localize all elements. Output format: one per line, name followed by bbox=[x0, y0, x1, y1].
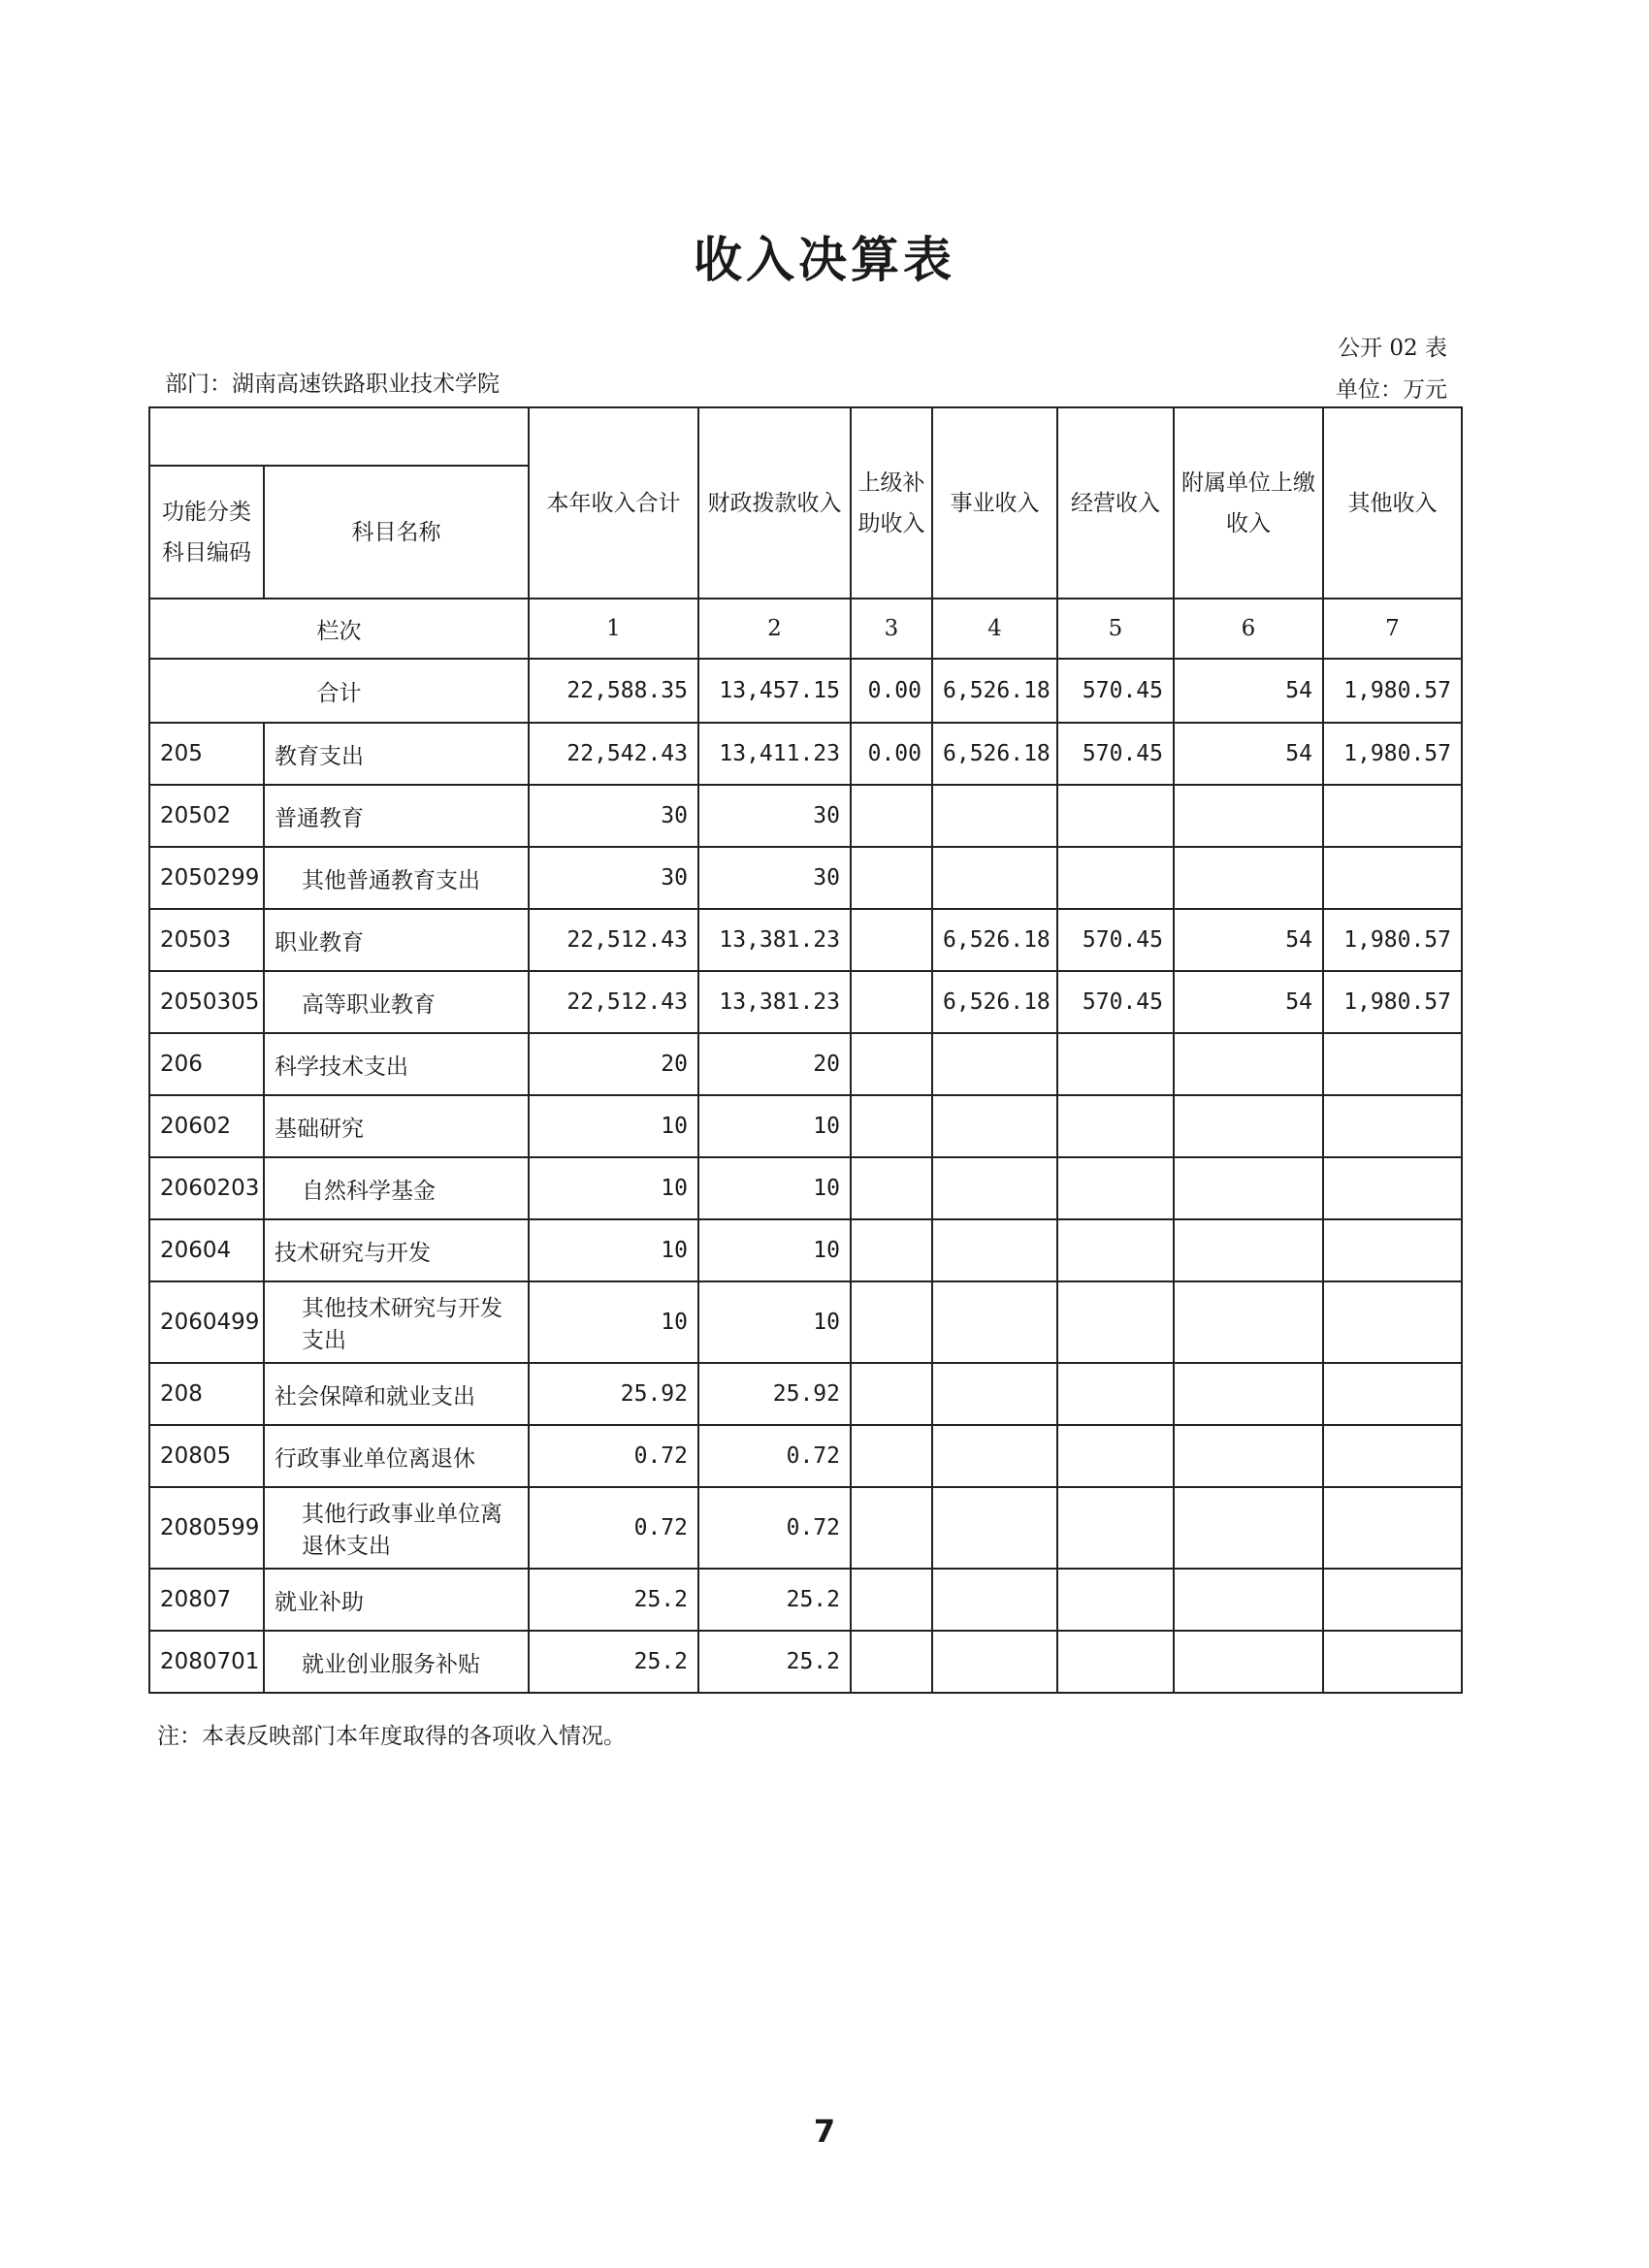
row-value: 25.2 bbox=[529, 1631, 698, 1693]
header-col-2: 财政拨款收入 bbox=[698, 407, 851, 599]
row-value bbox=[1323, 1363, 1462, 1425]
row-value: 30 bbox=[529, 785, 698, 847]
table-row bbox=[149, 1033, 1462, 1095]
row-name: 高等职业教育 bbox=[264, 971, 529, 1033]
row-name: 自然科学基金 bbox=[264, 1157, 529, 1219]
column-index-cell: 3 bbox=[851, 599, 932, 659]
row-code: 20503 bbox=[149, 909, 264, 971]
row-value: 10 bbox=[529, 1219, 698, 1281]
row-name: 基础研究 bbox=[264, 1095, 529, 1157]
row-value bbox=[851, 1569, 932, 1631]
row-value: 13,381.23 bbox=[698, 971, 851, 1033]
row-value bbox=[1057, 1569, 1174, 1631]
row-value: 570.45 bbox=[1057, 971, 1174, 1033]
column-index-row bbox=[149, 599, 1462, 659]
row-value bbox=[932, 1425, 1057, 1487]
row-value: 54 bbox=[1174, 723, 1323, 785]
row-value: 20 bbox=[529, 1033, 698, 1095]
row-value bbox=[932, 1631, 1057, 1693]
row-value bbox=[1057, 1219, 1174, 1281]
row-value bbox=[1323, 1569, 1462, 1631]
row-value bbox=[1174, 1569, 1323, 1631]
table-row bbox=[149, 785, 1462, 847]
row-value bbox=[1057, 1363, 1174, 1425]
row-value: 1,980.57 bbox=[1323, 909, 1462, 971]
row-value bbox=[1323, 1631, 1462, 1693]
row-value bbox=[932, 1487, 1057, 1569]
row-value: 0.72 bbox=[698, 1425, 851, 1487]
header-col-3: 上级补助收入 bbox=[851, 407, 932, 599]
row-value: 10 bbox=[529, 1281, 698, 1363]
department-label: 部门：湖南高速铁路职业技术学院 bbox=[165, 372, 500, 397]
row-value: 0.72 bbox=[529, 1487, 698, 1569]
row-code: 2060499 bbox=[149, 1281, 264, 1363]
row-value bbox=[1174, 847, 1323, 909]
column-index-cell: 4 bbox=[932, 599, 1057, 659]
row-value bbox=[851, 785, 932, 847]
total-cell: 0.00 bbox=[851, 659, 932, 723]
column-index-label: 栏次 bbox=[149, 599, 529, 659]
row-value bbox=[851, 1281, 932, 1363]
row-value bbox=[1057, 1033, 1174, 1095]
row-value bbox=[1323, 1425, 1462, 1487]
row-value bbox=[1174, 1033, 1323, 1095]
row-value: 10 bbox=[698, 1281, 851, 1363]
row-code: 2050305 bbox=[149, 971, 264, 1033]
header-col-1: 本年收入合计 bbox=[529, 407, 698, 599]
row-value bbox=[1323, 1219, 1462, 1281]
row-value bbox=[932, 1569, 1057, 1631]
table-row bbox=[149, 1425, 1462, 1487]
row-value bbox=[1057, 1281, 1174, 1363]
row-value bbox=[1174, 1219, 1323, 1281]
header-name: 科目名称 bbox=[264, 466, 529, 599]
form-number: 公开 02 表 bbox=[1338, 336, 1447, 361]
row-value: 30 bbox=[698, 847, 851, 909]
row-value: 25.2 bbox=[698, 1631, 851, 1693]
page-title: 收入决算表 bbox=[694, 232, 955, 288]
row-value: 0.00 bbox=[851, 723, 932, 785]
row-value bbox=[1057, 1157, 1174, 1219]
row-value: 10 bbox=[529, 1157, 698, 1219]
page-number: 7 bbox=[813, 2113, 836, 2150]
row-value bbox=[1323, 1157, 1462, 1219]
row-value bbox=[1174, 1631, 1323, 1693]
row-value bbox=[1174, 1157, 1323, 1219]
row-value bbox=[932, 1157, 1057, 1219]
row-value bbox=[932, 1033, 1057, 1095]
row-value bbox=[932, 847, 1057, 909]
row-value bbox=[932, 785, 1057, 847]
row-code: 20602 bbox=[149, 1095, 264, 1157]
row-value bbox=[1323, 1095, 1462, 1157]
row-name: 职业教育 bbox=[264, 909, 529, 971]
table-row bbox=[149, 909, 1462, 971]
column-index-cell: 2 bbox=[698, 599, 851, 659]
row-code: 2050299 bbox=[149, 847, 264, 909]
row-value: 30 bbox=[698, 785, 851, 847]
row-value bbox=[1174, 1487, 1323, 1569]
row-value bbox=[1174, 1363, 1323, 1425]
row-value: 10 bbox=[698, 1157, 851, 1219]
table-row bbox=[149, 1095, 1462, 1157]
row-value: 1,980.57 bbox=[1323, 723, 1462, 785]
row-name: 就业补助 bbox=[264, 1569, 529, 1631]
row-value bbox=[851, 1425, 932, 1487]
row-value bbox=[1174, 1095, 1323, 1157]
row-value bbox=[851, 909, 932, 971]
row-value bbox=[1323, 1033, 1462, 1095]
table-row bbox=[149, 1631, 1462, 1693]
table-row bbox=[149, 723, 1462, 785]
table-row bbox=[149, 1569, 1462, 1631]
row-value: 6,526.18 bbox=[932, 909, 1057, 971]
row-value: 22,542.43 bbox=[529, 723, 698, 785]
row-name: 普通教育 bbox=[264, 785, 529, 847]
row-value bbox=[851, 971, 932, 1033]
row-value: 54 bbox=[1174, 909, 1323, 971]
column-index-cell: 1 bbox=[529, 599, 698, 659]
row-value: 10 bbox=[698, 1095, 851, 1157]
total-cell: 22,588.35 bbox=[529, 659, 698, 723]
row-value: 20 bbox=[698, 1033, 851, 1095]
row-value bbox=[1057, 847, 1174, 909]
row-value bbox=[851, 1363, 932, 1425]
table-note: 注：本表反映部门本年度取得的各项收入情况。 bbox=[157, 1724, 626, 1749]
row-name: 社会保障和就业支出 bbox=[264, 1363, 529, 1425]
row-value bbox=[851, 847, 932, 909]
header-top-row bbox=[149, 407, 1462, 466]
row-code: 206 bbox=[149, 1033, 264, 1095]
total-row bbox=[149, 659, 1462, 723]
row-value: 22,512.43 bbox=[529, 909, 698, 971]
row-value bbox=[851, 1157, 932, 1219]
row-value: 25.2 bbox=[529, 1569, 698, 1631]
row-value bbox=[932, 1363, 1057, 1425]
row-value bbox=[1323, 1281, 1462, 1363]
row-value: 0.72 bbox=[529, 1425, 698, 1487]
row-name: 行政事业单位离退休 bbox=[264, 1425, 529, 1487]
column-index-cell: 5 bbox=[1057, 599, 1174, 659]
row-code: 205 bbox=[149, 723, 264, 785]
row-value bbox=[1057, 1095, 1174, 1157]
table-row bbox=[149, 1363, 1462, 1425]
row-code: 208 bbox=[149, 1363, 264, 1425]
table-row bbox=[149, 1487, 1462, 1569]
row-value: 6,526.18 bbox=[932, 723, 1057, 785]
row-value: 6,526.18 bbox=[932, 971, 1057, 1033]
row-value bbox=[851, 1033, 932, 1095]
row-value: 30 bbox=[529, 847, 698, 909]
table-row bbox=[149, 971, 1462, 1033]
row-value: 570.45 bbox=[1057, 909, 1174, 971]
header-col-4: 事业收入 bbox=[932, 407, 1057, 599]
row-value: 54 bbox=[1174, 971, 1323, 1033]
row-value: 570.45 bbox=[1057, 723, 1174, 785]
column-index-cell: 7 bbox=[1323, 599, 1462, 659]
row-code: 2080599 bbox=[149, 1487, 264, 1569]
header-blank-cell bbox=[149, 407, 529, 466]
table-row bbox=[149, 1157, 1462, 1219]
row-value bbox=[1323, 1487, 1462, 1569]
row-value bbox=[851, 1631, 932, 1693]
table-row bbox=[149, 1219, 1462, 1281]
row-value bbox=[932, 1281, 1057, 1363]
row-value: 25.92 bbox=[698, 1363, 851, 1425]
total-cell: 6,526.18 bbox=[932, 659, 1057, 723]
table-row bbox=[149, 1281, 1462, 1363]
header-col-5: 经营收入 bbox=[1057, 407, 1174, 599]
column-index-cell: 6 bbox=[1174, 599, 1323, 659]
row-value bbox=[932, 1095, 1057, 1157]
row-value bbox=[1057, 1631, 1174, 1693]
row-name: 科学技术支出 bbox=[264, 1033, 529, 1095]
total-cell: 570.45 bbox=[1057, 659, 1174, 723]
row-code: 20805 bbox=[149, 1425, 264, 1487]
row-value: 25.92 bbox=[529, 1363, 698, 1425]
row-value bbox=[851, 1487, 932, 1569]
row-name: 其他行政事业单位离退休支出 bbox=[264, 1487, 529, 1569]
total-cell: 1,980.57 bbox=[1323, 659, 1462, 723]
row-value: 1,980.57 bbox=[1323, 971, 1462, 1033]
row-value bbox=[1323, 847, 1462, 909]
header-code: 功能分类科目编码 bbox=[149, 466, 264, 599]
income-table-body bbox=[149, 407, 1462, 1693]
total-label: 合计 bbox=[149, 659, 529, 723]
total-cell: 54 bbox=[1174, 659, 1323, 723]
row-name: 就业创业服务补贴 bbox=[264, 1631, 529, 1693]
row-value bbox=[1323, 785, 1462, 847]
row-value: 25.2 bbox=[698, 1569, 851, 1631]
row-value bbox=[851, 1095, 932, 1157]
total-cell: 13,457.15 bbox=[698, 659, 851, 723]
row-name: 技术研究与开发 bbox=[264, 1219, 529, 1281]
unit-label: 单位：万元 bbox=[1336, 377, 1447, 403]
row-value bbox=[1174, 785, 1323, 847]
table-row bbox=[149, 847, 1462, 909]
income-table bbox=[148, 406, 1463, 1694]
row-code: 2080701 bbox=[149, 1631, 264, 1693]
row-value: 13,381.23 bbox=[698, 909, 851, 971]
row-value: 13,411.23 bbox=[698, 723, 851, 785]
row-value bbox=[1174, 1281, 1323, 1363]
row-value bbox=[1057, 1425, 1174, 1487]
header-col-7: 其他收入 bbox=[1323, 407, 1462, 599]
row-value: 22,512.43 bbox=[529, 971, 698, 1033]
row-code: 20502 bbox=[149, 785, 264, 847]
row-code: 2060203 bbox=[149, 1157, 264, 1219]
row-name: 其他普通教育支出 bbox=[264, 847, 529, 909]
row-code: 20604 bbox=[149, 1219, 264, 1281]
row-value bbox=[932, 1219, 1057, 1281]
header-col-6: 附属单位上缴收入 bbox=[1174, 407, 1323, 599]
row-value: 10 bbox=[698, 1219, 851, 1281]
row-value bbox=[851, 1219, 932, 1281]
row-value: 0.72 bbox=[698, 1487, 851, 1569]
row-name: 教育支出 bbox=[264, 723, 529, 785]
row-code: 20807 bbox=[149, 1569, 264, 1631]
row-value bbox=[1057, 785, 1174, 847]
row-name: 其他技术研究与开发支出 bbox=[264, 1281, 529, 1363]
row-value bbox=[1057, 1487, 1174, 1569]
row-value: 10 bbox=[529, 1095, 698, 1157]
row-value bbox=[1174, 1425, 1323, 1487]
